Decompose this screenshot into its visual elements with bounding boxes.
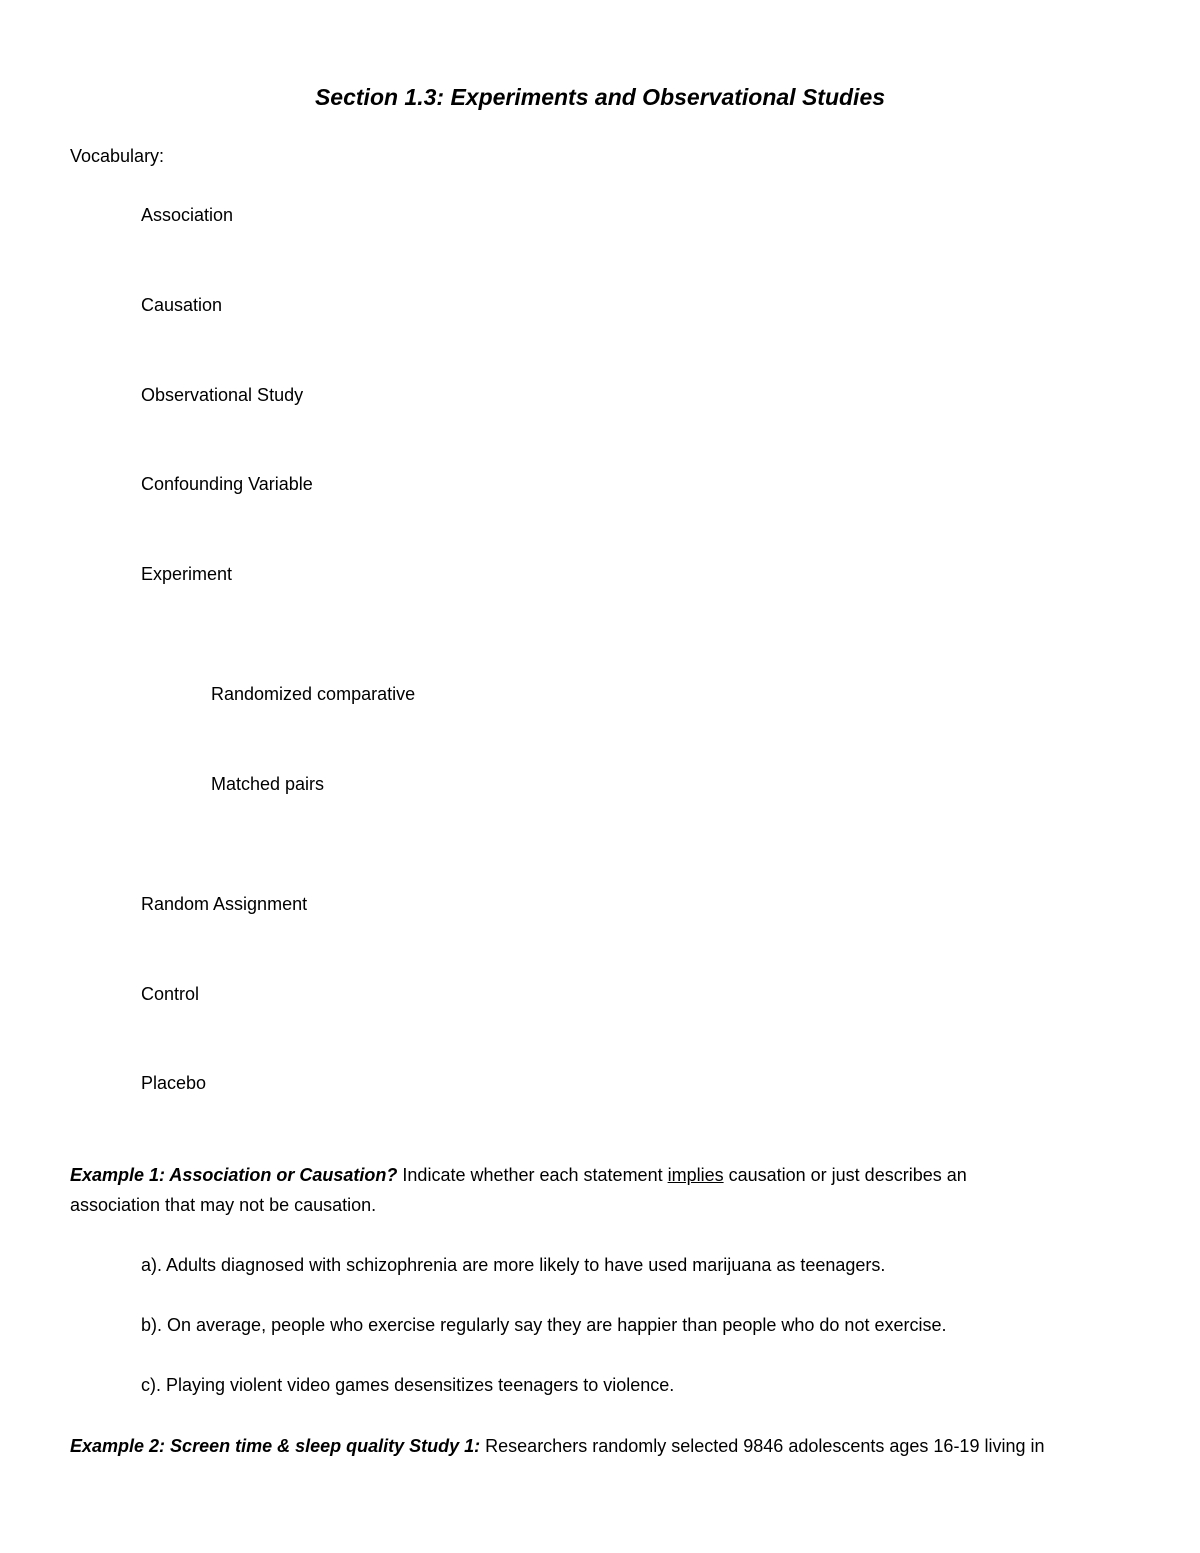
example1-line2: association that may not be causation. — [70, 1195, 377, 1215]
vocabulary-heading: Vocabulary: — [70, 146, 165, 166]
subterm-matched-pairs: Matched pairs — [211, 774, 325, 794]
term-observational-study: Observational Study — [141, 385, 304, 405]
term-causation: Causation — [141, 295, 223, 315]
term-association: Association — [141, 205, 234, 225]
example2-paragraph — [70, 1436, 1044, 1457]
example1-underlined-word: implies — [667, 1165, 724, 1185]
term-confounding-variable: Confounding Variable — [141, 474, 313, 494]
example1-label: Example 1: Association or Causation? — [70, 1165, 398, 1185]
example1-line1 — [70, 1160, 967, 1190]
example1-item-c: c). Playing violent video games desensitizes teenagers to violence. — [141, 1375, 675, 1395]
subterm-randomized-comparative: Randomized comparative — [211, 684, 416, 704]
example1-item-a: a). Adults diagnosed with schizophrenia are more likely to have used marijuana as teenagers. — [141, 1255, 886, 1275]
term-placebo: Placebo — [141, 1073, 207, 1093]
term-control: Control — [141, 984, 200, 1004]
example1-paragraph — [70, 1160, 967, 1220]
example2-label: Example 2: Screen time & sleep quality Study 1: — [70, 1436, 481, 1456]
term-experiment: Experiment — [141, 564, 233, 584]
example1-item-b: b). On average, people who exercise regularly say they are happier than people who do not exercise. — [141, 1315, 947, 1335]
example1-text-before: Indicate whether each statement — [397, 1165, 668, 1185]
example1-text-after: causation or just describes an — [723, 1165, 967, 1185]
page-title: Section 1.3: Experiments and Observational Studies — [314, 84, 886, 110]
example2-text: Researchers randomly selected 9846 adolescents ages 16-19 living in — [480, 1436, 1045, 1456]
term-random-assignment: Random Assignment — [141, 894, 308, 914]
